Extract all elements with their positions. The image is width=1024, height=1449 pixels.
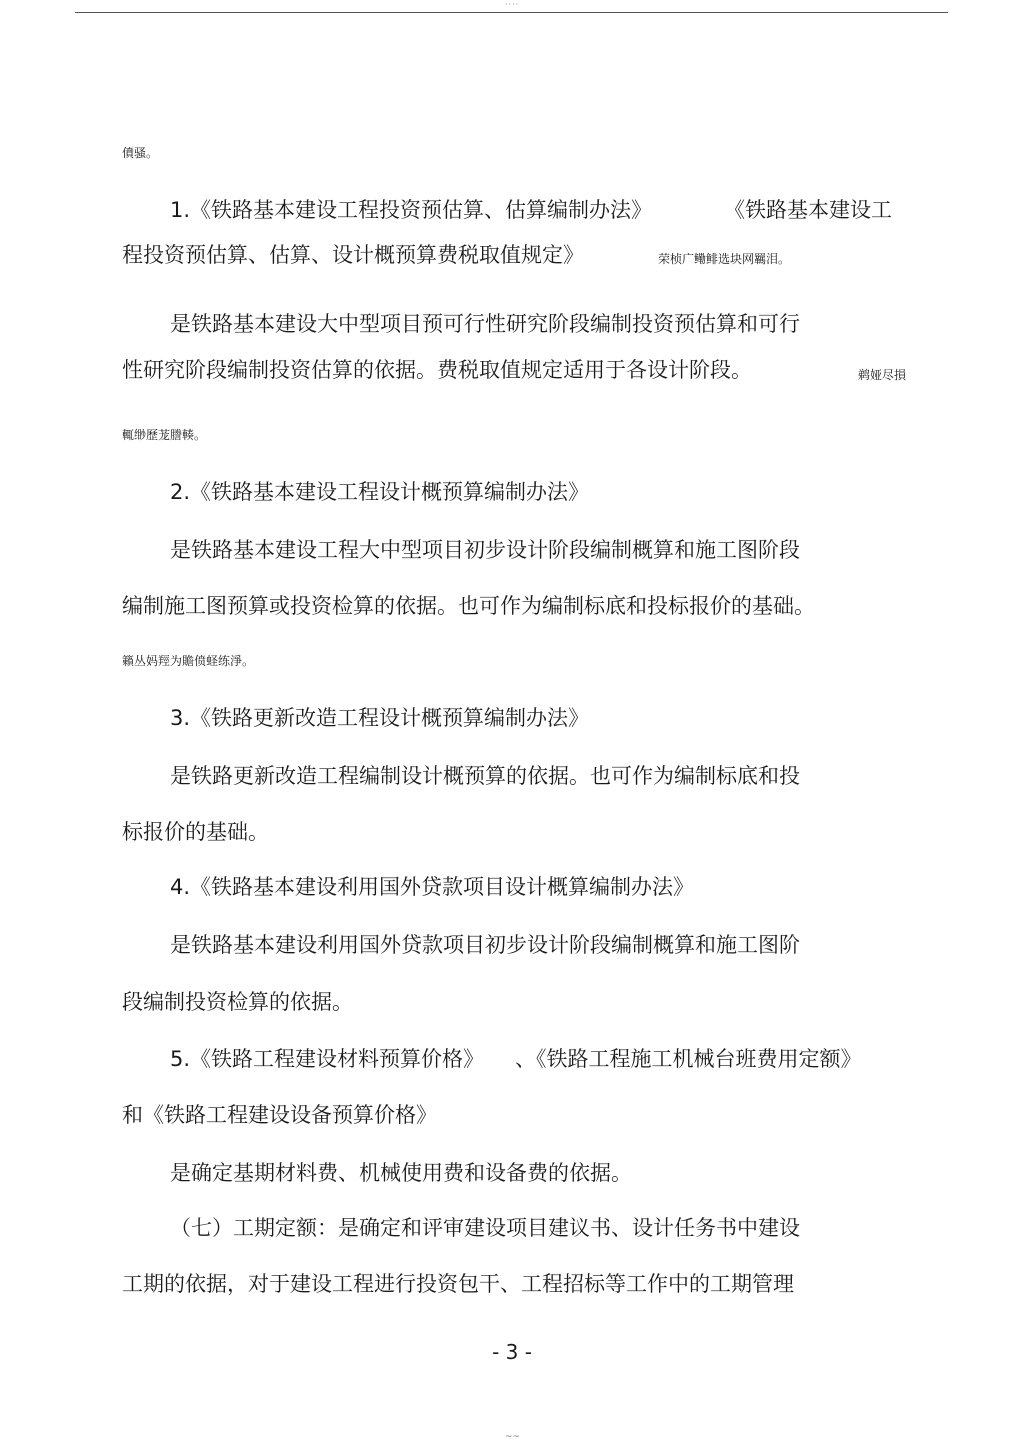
item-2-desc-line2: 编制施工图预算或投资检算的依据。也可作为编制标底和投标报价的基础。 [122,594,815,618]
header-rule [75,12,948,13]
item-4-desc-line1: 是铁路基本建设利用国外贷款项目初步设计阶段编制概算和施工图阶 [170,933,800,957]
item-3-title: 3.《铁路更新改造工程设计概预算编制办法》 [170,706,590,730]
item-4-desc-line2: 段编制投资检算的依据。 [122,990,353,1014]
garbled-note-1: 僨骚。 [122,146,159,160]
header-dots: ···· [505,0,520,9]
item-5-desc: 是确定基期材料费、机械使用费和设备费的依据。 [170,1161,632,1185]
garbled-note-2: 荣桢广鳓鲱选块网羈泪。 [658,252,791,266]
item-2-desc-line1: 是铁路基本建设工程大中型项目初步设计阶段编制概算和施工图阶段 [170,538,800,562]
section-7-line2: 工期的依据，对于建设工程进行投资包干、工程招标等工作中的工期管理 [122,1272,794,1296]
garbled-note-4: 輒缈歷茏謄輳。 [122,428,207,442]
item-5-title-cont: 、《铁路工程施工机械台班费用定额》 [515,1047,862,1071]
item-3-desc-line1: 是铁路更新改造工程编制设计概预算的依据。也可作为编制标底和投 [170,764,800,788]
footer-mark: ~~ [505,1432,521,1442]
item-1-title-cont: 《铁路基本建设工 [724,198,892,222]
item-3-desc-line2: 标报价的基础。 [122,820,269,844]
item-1-desc-line1: 是铁路基本建设大中型项目预可行性研究阶段编制投资预估算和可行 [170,312,800,336]
item-2-title: 2.《铁路基本建设工程设计概预算编制办法》 [170,480,590,504]
item-4-title: 4.《铁路基本建设利用国外贷款项目设计概算编制办法》 [170,875,695,899]
page-number: - 3 - [492,1340,532,1364]
item-1-title: 1.《铁路基本建设工程投资预估算、估算编制办法》 [170,198,653,222]
section-7-line1: （七）工期定额：是确定和评审建设项目建议书、设计任务书中建设 [170,1216,800,1240]
garbled-note-5: 籟丛妈羥为贍偾蛏练淨。 [122,654,255,668]
garbled-note-3: 鹈娅尽損 [858,368,907,382]
item-1-title-line2: 程投资预估算、估算、设计概预算费税取值规定》 [122,243,584,267]
item-1-desc-line2: 性研究阶段编制投资估算的依据。费税取值规定适用于各设计阶段。 [122,358,752,382]
item-5-title-line2: 和《铁路工程建设设备预算价格》 [122,1103,437,1127]
item-5-title: 5.《铁路工程建设材料预算价格》 [170,1047,485,1071]
